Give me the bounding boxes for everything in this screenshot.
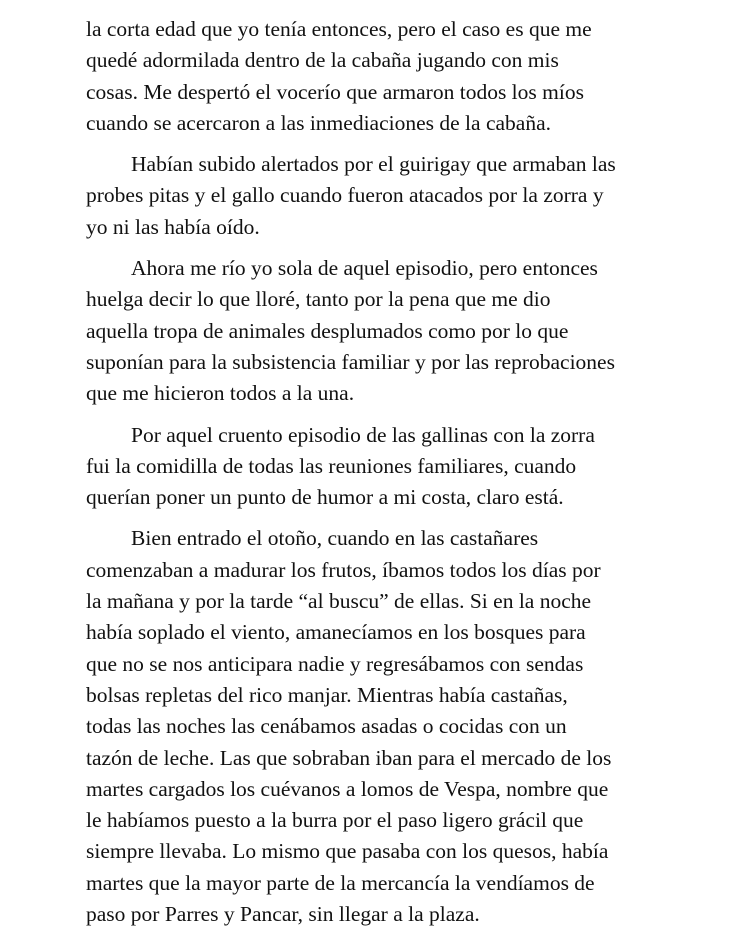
paragraph-3 [86,253,706,409]
text-line: la mañana y por la tarde “al buscu” de ellas. Si en la noche [86,589,592,614]
text-line: Habían subido alertados por el guirigay que armaban las [131,152,616,177]
text-line: fui la comidilla de todas las reuniones familiares, cuando [86,453,577,478]
text-line: martes cargados los cuévanos a lomos de Vespa, nombre que [86,776,609,801]
text-line: había soplado el viento, amanecíamos en los bosques para [86,620,586,645]
text-line: quedé adormilada dentro de la cabaña jugando con mis [86,48,559,73]
document-page [86,14,706,940]
text-line: le habíamos puesto a la burra por el paso ligero grácil que [86,808,584,833]
text-line: siempre llevaba. Lo mismo que pasaba con los quesos, había [86,839,609,864]
text-line: martes que la mayor parte de la mercancía la vendíamos de [86,870,595,895]
text-line: cuando se acercaron a las inmediaciones de la cabaña. [86,110,551,135]
text-line: que me hicieron todos a la una. [86,381,355,406]
text-line: aquella tropa de animales desplumados como por lo que [86,318,569,343]
text-line: que no se nos anticipara nadie y regresábamos con sendas [86,651,584,676]
text-line: bolsas repletas del rico manjar. Mientras había castañas, [86,682,568,707]
text-line: la corta edad que yo tenía entonces, pero el caso es que me [86,17,592,41]
text-line: yo ni las había oído. [86,214,260,239]
text-line: cosas. Me despertó el vocerío que armaron todos los míos [86,79,584,104]
text-line: tazón de leche. Las que sobraban iban para el mercado de los [86,745,612,770]
text-line: Bien entrado el otoño, cuando en las castañares [131,526,539,551]
text-line: comenzaban a madurar los frutos, íbamos todos los días por [86,557,601,582]
text-line: suponían para la subsistencia familiar y por las reprobaciones [86,349,615,374]
paragraph-5 [86,523,706,930]
text-line: todas las noches las cenábamos asadas o cocidas con un [86,714,567,739]
paragraph-4 [86,420,706,514]
text-line: probes pitas y el gallo cuando fueron atacados por la zorra y [86,183,604,208]
text-line: Por aquel cruento episodio de las gallinas con la zorra [131,422,595,447]
text-line: Ahora me río yo sola de aquel episodio, pero entonces [131,256,598,281]
text-line: huelga decir lo que lloré, tanto por la pena que me dio [86,287,551,312]
paragraph-2 [86,149,706,243]
text-line: querían poner un punto de humor a mi costa, claro está. [86,485,564,510]
text-line: paso por Parres y Pancar, sin llegar a la plaza. [86,902,480,927]
paragraph-1 [86,14,706,139]
